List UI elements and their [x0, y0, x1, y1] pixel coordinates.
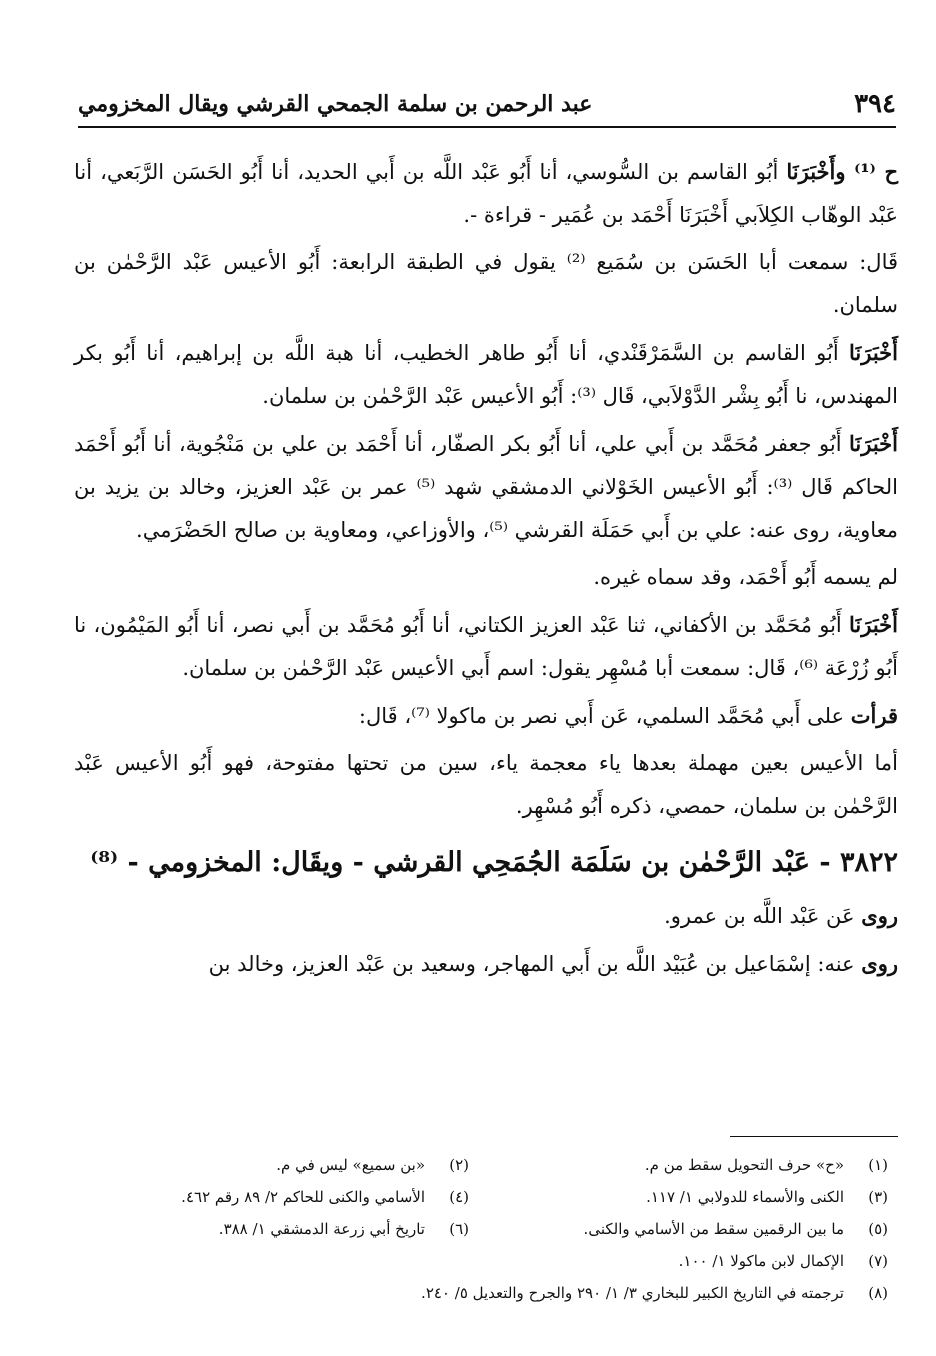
paragraph-text: عنه: إسْمَاعيل بن عُبَيْد اللَّه بن أَبي المهاجر، وسعيد بن عَبْد العزيز، وخالد بن [208, 952, 855, 976]
paragraph-text: لم يسمه أَبُو أَحْمَد، وقد سماه غيره. [593, 565, 898, 589]
paragraph-text: عَن عَبْد اللَّه بن عمرو. [664, 904, 855, 928]
footnote [90, 1216, 469, 1242]
footnote-divider [730, 1136, 898, 1137]
footnote-text: الأسامي والكنى للحاكم ٢/ ٨٩ رقم ٤٦٢. [181, 1188, 425, 1206]
footnote-number: (٤) [449, 1188, 469, 1206]
footnote [90, 1248, 888, 1274]
footnote-number: (٧) [868, 1252, 888, 1270]
footnote-number: (١) [868, 1156, 888, 1174]
footnote-text: ترجمته في التاريخ الكبير للبخاري ٣/ ١/ ٢٩٠ والجرح والتعديل ٥/ ٢٤٠. [421, 1284, 844, 1302]
paragraph-text: أَبُو القاسم بن السَّمَرْقَنْدي، أنا أَبُو طاهر الخطيب، أنا هبة اللَّه بن إبراهيم، أنا أَبُو بكر المهندس، نا أَبُو بِشْر الدَّوْلاَبي، قَال ⁽³⁾: أَبُو الأعيس عَبْد الرَّحْمٰن بن سلمان. [74, 341, 898, 408]
paragraph-lead: أَخْبَرَنَا [849, 431, 898, 456]
paragraph-text: أَبُو مُحَمَّد بن الأكفاني، ثنا عَبْد العزيز الكتاني، أنا أَبُو مُحَمَّد بن أَبي نصر، أنا أَبُو المَيْمُون، نا أَبُو زُرْعَة ⁽⁶⁾، قَال: سمعت أبا مُسْهِر يقول: اسم أَبي الأعيس عَبْد الرَّحْمٰن بن سلمان. [74, 613, 898, 680]
paragraph-lead: أَخْبَرَنَا [849, 612, 898, 637]
paragraph [74, 241, 898, 327]
footnote [509, 1184, 888, 1210]
paragraph [74, 603, 898, 690]
paragraph-lead: روى [861, 951, 898, 976]
footnote [90, 1280, 888, 1306]
footnote-text: الإكمال لابن ماكولا ١/ ١٠٠. [678, 1252, 844, 1270]
paragraph [74, 331, 898, 418]
paragraph-text: أَبُو جعفر مُحَمَّد بن أَبي علي، أنا أَبُو بكر الصفّار، أنا أَحْمَد بن علي بن مَنْجُوية، أنا أَبُو أَحْمَد الحاكم قَال ⁽³⁾: أَبُو الأعيس الخَوْلاني الدمشقي شهد ⁽⁵⁾ عمر بن عَبْد العزيز، وخالد بن يزيد بن معاوية، روى عنه: علي بن أَبي حَمَلَة القرشي ⁽⁵⁾، والأوزاعي، ومعاوية بن صالح الحَضْرَمي. [74, 432, 898, 542]
footnote-number: (٣) [868, 1188, 888, 1206]
paragraph-text: أبُو القاسم بن السُّوسي، أنا أَبُو عَبْد اللَّه بن أَبي الحديد، أنا أَبُو الحَسَن الرَّبَعي، أنا عَبْد الوهّاب الكِلاَبي أَخْبَرَنَا أَحْمَد بن عُمَير - قراءة -. [74, 160, 898, 227]
paragraph [74, 742, 898, 828]
footnote [509, 1216, 888, 1242]
footnote-number: (٦) [449, 1220, 469, 1238]
footnote-number: (٢) [449, 1156, 469, 1174]
paragraph-lead: روى [861, 903, 898, 928]
footnote-text: الكنى والأسماء للدولابي ١/ ١١٧. [646, 1188, 844, 1206]
paragraph-text: أما الأعيس بعين مهملة بعدها ياء معجمة ياء، سين من تحتها مفتوحة، فهو أَبُو الأعيس عَبْد الرَّحْمٰن بن سلمان، حمصي، ذكره أَبُو مُسْهِر. [74, 751, 898, 818]
footnote-number: (٨) [868, 1284, 888, 1302]
main-text [74, 150, 898, 990]
paragraph-lead: ح ⁽¹⁾ وأَخْبَرَنَا [786, 159, 899, 184]
paragraph [74, 422, 898, 552]
footnotes [90, 1152, 888, 1306]
page-number: ٣٩٤ [854, 89, 896, 119]
entry-heading: ٣٨٢٢ - عَبْد الرَّحْمٰن بن سَلَمَة الجُمَحِي القرشي - ويقَال: المخزومي - ⁽⁸⁾ [90, 847, 898, 878]
paragraph [74, 942, 898, 986]
paragraph-lead: قرأت [850, 703, 898, 728]
paragraph-text: قَال: سمعت أبا الحَسَن بن سُمَيع ⁽²⁾ يقول في الطبقة الرابعة: أَبُو الأعيس عَبْد الرَّحْمٰن بن سلمان. [74, 250, 899, 317]
footnote-number: (٥) [868, 1220, 888, 1238]
paragraph-text: على أَبي مُحَمَّد السلمي، عَن أَبي نصر بن ماكولا ⁽⁷⁾، قَال: [358, 704, 845, 728]
paragraph [74, 150, 898, 237]
footnote [90, 1152, 469, 1178]
footnote-text: ما بين الرقمين سقط من الأسامي والكنى. [583, 1220, 844, 1238]
footnote-text: «بن سميع» ليس في م. [276, 1156, 425, 1174]
footnote [509, 1152, 888, 1178]
paragraph-lead: أَخْبَرَنَا [849, 340, 898, 365]
footnote [90, 1184, 469, 1210]
running-title: عبد الرحمن بن سلمة الجمحي القرشي ويقال المخزومي [78, 91, 593, 117]
paragraph [74, 556, 898, 599]
paragraph [74, 894, 898, 938]
footnote-text: «ح» حرف التحويل سقط من م. [644, 1156, 844, 1174]
paragraph [74, 694, 898, 738]
page-header [78, 82, 896, 128]
footnote-text: تاريخ أبي زرعة الدمشقي ١/ ٣٨٨. [218, 1220, 425, 1238]
